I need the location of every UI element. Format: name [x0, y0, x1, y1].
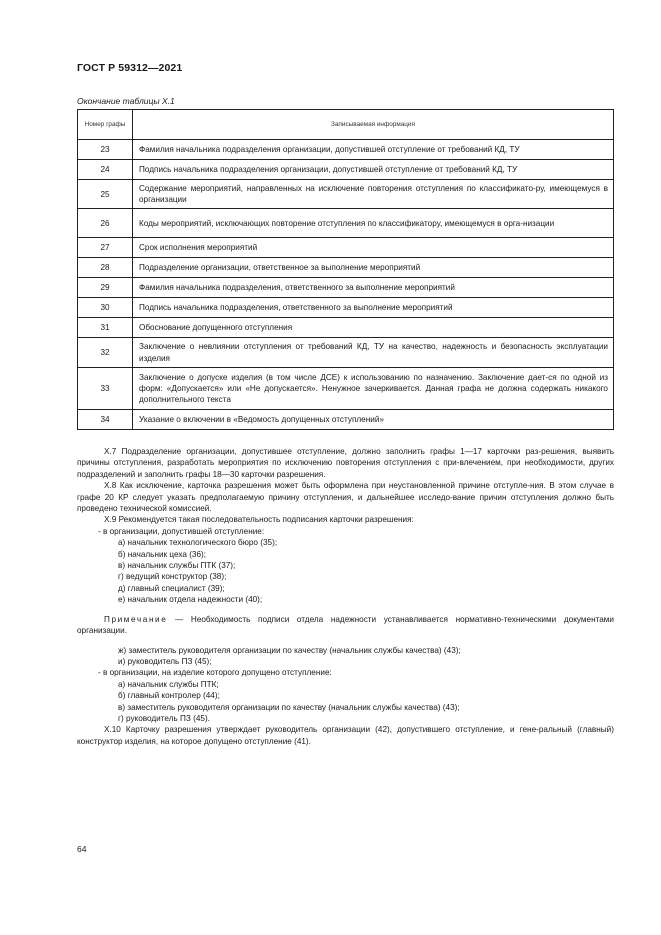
row-number: 31	[78, 318, 133, 338]
dash-item-violating-org: - в организации, допустившей отступление:	[98, 526, 265, 536]
row-text: Подпись начальника подразделения организации, допустившей отступление от требований КД, ТУ	[133, 160, 614, 180]
table-row	[78, 160, 614, 180]
row-number: 24	[78, 160, 133, 180]
table-row	[78, 180, 614, 209]
row-text: Заключение о невлиянии отступления от требований КД, ТУ на качество, надежность и безопасность эксплуатации изделия	[133, 338, 614, 367]
list-item: в) заместитель руководителя организации по качеству (начальник службы качества) (43);	[118, 702, 460, 712]
dash-item-product-org: - в организации, на изделие которого допущено отступление:	[98, 668, 332, 678]
note	[77, 614, 614, 637]
page-number: 64	[77, 844, 87, 854]
list-item: г) ведущий конструктор (38);	[118, 572, 227, 582]
column-header-info: Записываемая информация	[133, 110, 614, 140]
list-item: б) главный контролер (44);	[118, 691, 220, 701]
row-text: Заключение о допуске изделия (в том числе ДСЕ) к использованию по назначению. Заключение дает-ся по одной из форм: «Допускается» или «Не допускается». Ненужное зачеркивается. Данная графа не должна содержать никакого дополнительного текста	[133, 367, 614, 409]
list-item: а) начальник технологического бюро (35);	[118, 538, 278, 548]
table-row	[78, 258, 614, 278]
table-row	[78, 318, 614, 338]
list-item: е) начальник отдела надежности (40);	[118, 595, 263, 605]
row-text: Фамилия начальника подразделения организации, допустившей отступление от требований КД, ТУ	[133, 140, 614, 160]
row-number: 29	[78, 278, 133, 298]
row-text: Подразделение организации, ответственное за выполнение мероприятий	[133, 258, 614, 278]
row-number: 34	[78, 409, 133, 429]
row-number: 27	[78, 238, 133, 258]
row-text: Фамилия начальника подразделения, ответственного за выполнение мероприятий	[133, 278, 614, 298]
row-number: 28	[78, 258, 133, 278]
table-row	[78, 278, 614, 298]
list-item: д) главный специалист (39);	[118, 583, 225, 593]
body-text	[77, 446, 614, 747]
row-number: 25	[78, 180, 133, 209]
row-text: Срок исполнения мероприятий	[133, 238, 614, 258]
document-header: ГОСТ Р 59312—2021	[77, 62, 183, 74]
row-text: Подпись начальника подразделения, ответственного за выполнение мероприятий	[133, 298, 614, 318]
list-item: г) руководитель ПЗ (45).	[118, 713, 210, 723]
table-row	[78, 367, 614, 409]
row-number: 26	[78, 209, 133, 238]
info-table	[77, 109, 614, 430]
paragraph-x7: Х.7 Подразделение организации, допустившее отступление, должно заполнить графы 1—17 карточки раз-решения, выявить причины отступления, разработать мероприятия по исключению повторения отступления с при-влечением, при необходимости, других подразделений и заполнить графы 18—30 карточки разрешения.	[77, 447, 614, 479]
row-number: 32	[78, 338, 133, 367]
list-item: а) начальник службы ПТК;	[118, 679, 219, 689]
paragraph-x8: Х.8 Как исключение, карточка разрешения может быть оформлена при неустановленной причине отступле-ния. В этом случае в графе 20 КР следует указать предполагаемую причину отступления, и дальнейшее исследо-вание причин отступления должно быть проведено технической комиссией.	[77, 481, 614, 514]
list-item: и) руководитель ПЗ (45);	[118, 656, 212, 666]
row-text: Коды мероприятий, исключающих повторение отступления по классификатору, имеющемуся в орга-низации	[133, 209, 614, 238]
paragraph-x9: Х.9 Рекомендуется такая последовательность подписания карточки разрешения:	[104, 515, 414, 525]
table-caption: Окончание таблицы Х.1	[77, 96, 175, 106]
row-number: 30	[78, 298, 133, 318]
table-row	[78, 409, 614, 429]
paragraph-x10: Х.10 Карточку разрешения утверждает руководитель организации (42), допустившего отступление, и гене-ральный (главный) конструктор изделия, на которое допущено отступление (41).	[77, 725, 614, 746]
table-row	[78, 238, 614, 258]
table-row	[78, 298, 614, 318]
list-item: б) начальник цеха (36);	[118, 549, 207, 559]
note-label: Примечание	[104, 614, 168, 624]
list-item: в) начальник службы ПТК (37);	[118, 561, 236, 571]
list-item: ж) заместитель руководителя организации по качеству (начальник службы качества) (43);	[118, 645, 461, 655]
row-number: 23	[78, 140, 133, 160]
table-row	[78, 338, 614, 367]
row-text: Содержание мероприятий, направленных на исключение повторения отступления по классификато-ру, имеющемуся в организации	[133, 180, 614, 209]
table-row	[78, 209, 614, 238]
row-text: Обоснование допущенного отступления	[133, 318, 614, 338]
note-text: — Необходимость подписи отдела надежности устанавливается нормативно-техническими документами организации.	[77, 614, 614, 636]
row-text: Указание о включении в «Ведомость допущенных отступлений»	[133, 409, 614, 429]
row-number: 33	[78, 367, 133, 409]
column-header-number: Номер графы	[78, 110, 133, 140]
table-row	[78, 140, 614, 160]
